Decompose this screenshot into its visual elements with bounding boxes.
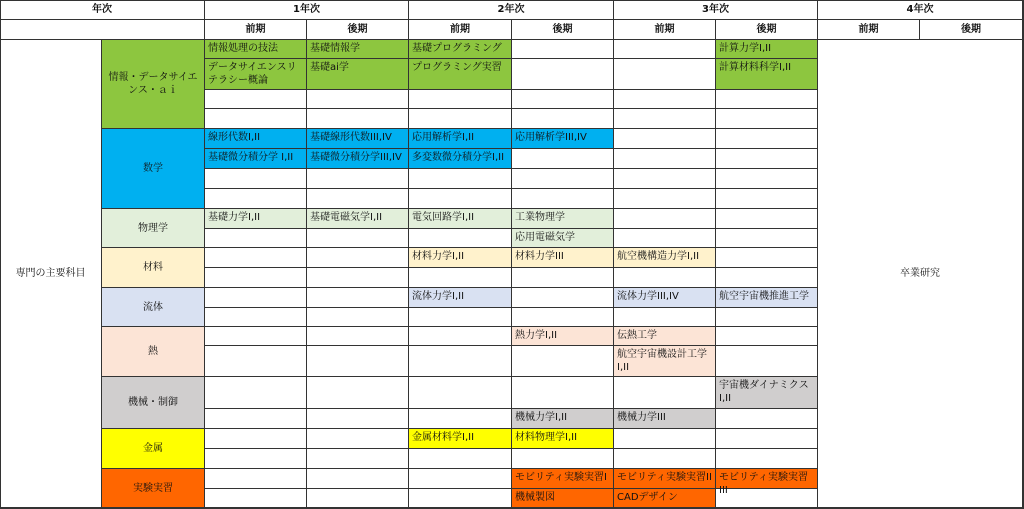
empty-cell [716,248,818,268]
subject-cell: 機械力学I,II [512,409,614,429]
empty-cell [307,109,409,129]
subject-cell: 機械力学III [614,409,716,429]
year-1-header: 1年次 [205,0,409,20]
empty-cell [512,109,614,129]
empty-cell [409,469,512,489]
subject-cell: 流体力学I,II [409,288,512,308]
empty-cell [614,229,716,248]
subject-cell: 基礎電磁気学I,II [307,209,409,229]
empty-cell [307,189,409,209]
term-header: 前期 [818,20,920,40]
empty-cell [409,409,512,429]
subject-cell: 多変数微分積分学I,II [409,149,512,169]
empty-cell [716,169,818,189]
year-header: 年次 [0,0,205,20]
empty-cell [716,189,818,209]
term-header: 後期 [512,20,614,40]
subject-cell: CADデザイン [614,489,716,508]
empty-cell [205,409,307,429]
subject-cell: 機械製図 [512,489,614,508]
empty-cell [409,377,512,409]
category-heat: 熱 [102,327,205,377]
empty-cell [307,288,409,308]
empty-cell [307,429,409,449]
subject-cell: 航空機構造力学I,II [614,248,716,268]
empty-cell [307,90,409,109]
empty-cell [512,90,614,109]
empty-cell [409,449,512,469]
empty-cell [614,449,716,469]
empty-cell [716,209,818,229]
subject-cell: データサイエンスリテラシー概論 [205,59,307,90]
empty-cell [614,268,716,288]
subject-cell: 材料力学I,II [409,248,512,268]
empty-cell [512,40,614,59]
empty-cell [409,109,512,129]
subject-cell: 応用電磁気学 [512,229,614,248]
category-fluid: 流体 [102,288,205,327]
empty-cell [512,377,614,409]
subject-cell: 基礎微分積分学III,IV [307,149,409,169]
empty-cell [716,489,818,508]
empty-cell [205,449,307,469]
empty-cell [205,169,307,189]
term-header: 後期 [307,20,409,40]
empty-cell [307,268,409,288]
empty-cell [205,308,307,327]
empty-cell [614,40,716,59]
empty-cell [307,248,409,268]
subject-cell: 基礎力学I,II [205,209,307,229]
empty-cell [205,469,307,489]
empty-cell [307,409,409,429]
subject-cell: 基礎プログラミング [409,40,512,59]
subject-cell: 電気回路学I,II [409,209,512,229]
empty-cell [512,149,614,169]
empty-cell [512,189,614,209]
empty-cell [614,169,716,189]
subject-cell: 計算力学I,II [716,40,818,59]
subject-cell: モビリティ実験実習II [614,469,716,489]
empty-cell [205,429,307,449]
subject-cell: プログラミング実習 [409,59,512,90]
subject-cell: 航空宇宙機推進工学 [716,288,818,308]
empty-cell [614,149,716,169]
subject-cell: 材料物理学I,II [512,429,614,449]
category-metal: 金属 [102,429,205,469]
empty-cell [409,327,512,346]
header-blank [0,20,205,40]
subject-cell: 応用解析学I,II [409,129,512,149]
category-lab: 実験実習 [102,469,205,508]
category-physics: 物理学 [102,209,205,248]
subject-cell: 熱力学I,II [512,327,614,346]
empty-cell [716,129,818,149]
category-materials: 材料 [102,248,205,288]
empty-cell [716,308,818,327]
empty-cell [512,288,614,308]
empty-cell [716,346,818,377]
subject-cell: 宇宙機ダイナミクスI,II [716,377,818,409]
subject-cell: 伝熱工学 [614,327,716,346]
empty-cell [614,109,716,129]
empty-cell [307,327,409,346]
subject-cell: 基礎ai学 [307,59,409,90]
subject-cell: 線形代数I,II [205,129,307,149]
empty-cell [205,90,307,109]
empty-cell [205,229,307,248]
empty-cell [409,229,512,248]
empty-cell [307,489,409,508]
term-header: 後期 [716,20,818,40]
main-subjects-label: 専門の主要科目 [0,40,102,508]
empty-cell [614,308,716,327]
empty-cell [409,489,512,508]
empty-cell [205,346,307,377]
empty-cell [205,377,307,409]
empty-cell [205,248,307,268]
empty-cell [614,209,716,229]
subject-cell: 材料力学III [512,248,614,268]
empty-cell [307,169,409,189]
empty-cell [614,429,716,449]
subject-cell: モビリティ実験実習III [716,469,818,489]
empty-cell [512,346,614,377]
year-4-header: 4年次 [818,0,1023,20]
term-header: 前期 [205,20,307,40]
category-info: 情報・データサイエンス・ａｉ [102,40,205,129]
empty-cell [205,109,307,129]
empty-cell [614,189,716,209]
empty-cell [205,327,307,346]
empty-cell [409,90,512,109]
empty-cell [512,268,614,288]
empty-cell [716,327,818,346]
empty-cell [307,469,409,489]
empty-cell [409,308,512,327]
category-math: 数学 [102,129,205,209]
empty-cell [716,268,818,288]
empty-cell [716,409,818,429]
empty-cell [409,189,512,209]
empty-cell [512,59,614,90]
empty-cell [614,59,716,90]
graduation-research: 卒業研究 [818,40,1023,508]
empty-cell [307,308,409,327]
empty-cell [716,429,818,449]
subject-cell: 流体力学III,IV [614,288,716,308]
year-3-header: 3年次 [614,0,818,20]
empty-cell [512,169,614,189]
subject-cell: 金属材料学I,II [409,429,512,449]
empty-cell [307,377,409,409]
empty-cell [716,149,818,169]
empty-cell [409,268,512,288]
term-header: 前期 [614,20,716,40]
subject-cell: 応用解析学III,IV [512,129,614,149]
subject-cell: 基礎微分積分学 I,II [205,149,307,169]
empty-cell [716,90,818,109]
empty-cell [614,377,716,409]
empty-cell [307,449,409,469]
empty-cell [614,90,716,109]
subject-cell: 計算材料科学I,II [716,59,818,90]
empty-cell [512,449,614,469]
empty-cell [205,489,307,508]
category-mech: 機械・制御 [102,377,205,429]
term-header: 前期 [409,20,512,40]
empty-cell [409,346,512,377]
empty-cell [716,449,818,469]
subject-cell: モビリティ実験実習I [512,469,614,489]
empty-cell [307,346,409,377]
empty-cell [716,109,818,129]
term-header: 後期 [920,20,1023,40]
subject-cell: 基礎線形代数III,IV [307,129,409,149]
subject-cell: 情報処理の技法 [205,40,307,59]
empty-cell [409,169,512,189]
empty-cell [307,229,409,248]
empty-cell [205,268,307,288]
year-2-header: 2年次 [409,0,614,20]
empty-cell [205,189,307,209]
empty-cell [205,288,307,308]
subject-cell: 航空宇宙機設計工学I,II [614,346,716,377]
empty-cell [614,129,716,149]
empty-cell [716,229,818,248]
subject-cell: 基礎情報学 [307,40,409,59]
subject-cell: 工業物理学 [512,209,614,229]
empty-cell [512,308,614,327]
